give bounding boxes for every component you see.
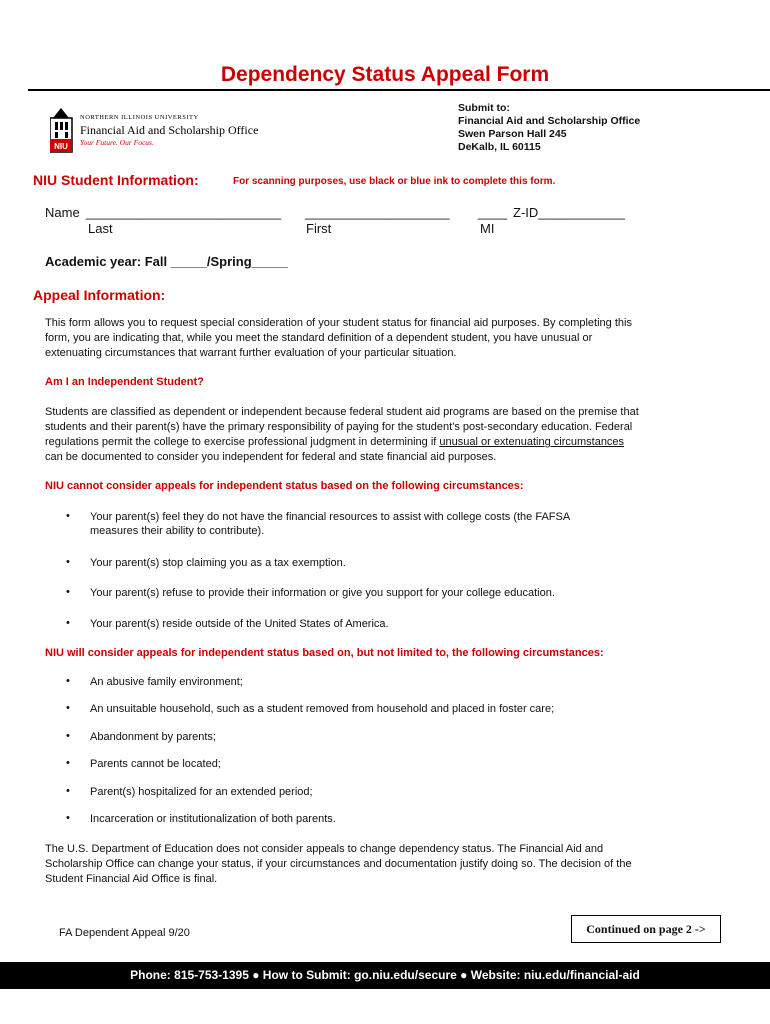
list-item-line: Your parent(s) feel they do not have the financial resources to assist with college costs (the FAFSA — [90, 511, 571, 523]
mi-label: MI — [480, 221, 495, 236]
closing-line: Student Financial Aid Office is final. — [45, 873, 218, 885]
classification-line: Students are classified as dependent or independent because federal student aid programs are based on the premise that — [45, 406, 639, 418]
cannot-consider-heading: NIU cannot consider appeals for independent status based on the following circumstances: — [45, 480, 524, 492]
classification-line: can be documented to consider you independent for federal and state financial aid purposes. — [45, 451, 497, 463]
submit-address-line: DeKalb, IL 60115 — [458, 141, 541, 153]
logo-office: Financial Aid and Scholarship Office — [80, 123, 259, 137]
bullet-icon: • — [66, 812, 70, 824]
underlined-phrase: unusual or extenuating circumstances — [439, 436, 625, 448]
contact-footer: Phone: 815-753-1395 ● How to Submit: go.niu.edu/secure ● Website: niu.edu/financial-aid — [0, 962, 770, 989]
name-label: Name — [45, 205, 80, 220]
bullet-icon: • — [66, 757, 70, 769]
classification-line — [45, 435, 735, 450]
bullet-icon: • — [66, 785, 70, 797]
student-info-heading: NIU Student Information: — [33, 172, 199, 188]
logo-university: NORTHERN ILLINOIS UNIVERSITY — [80, 114, 199, 121]
list-item: An unsuitable household, such as a student removed from household and placed in foster care; — [90, 703, 555, 715]
middle-initial-field[interactable]: ____ — [478, 205, 507, 220]
last-label: Last — [88, 221, 113, 236]
classification-line: students and their parent(s) have the primary responsibility of paying for the student's post-secondary education. Federal — [45, 421, 633, 433]
appeal-info-heading: Appeal Information: — [33, 287, 166, 303]
submit-address-line: Swen Parson Hall 245 — [458, 128, 567, 140]
closing-paragraph — [45, 842, 735, 887]
list-item: Your parent(s) reside outside of the United States of America. — [90, 618, 389, 630]
bullet-icon: • — [66, 510, 70, 522]
submit-address-line: Financial Aid and Scholarship Office — [458, 115, 641, 127]
page-title: Dependency Status Appeal Form — [220, 63, 550, 86]
continued-notice: Continued on page 2 -> — [571, 915, 721, 943]
title-divider — [28, 89, 770, 91]
submit-to-address — [458, 102, 640, 154]
closing-line: Scholarship Office can change your status, if your circumstances and documentation justify doing so. The decision of the — [45, 858, 632, 870]
intro-line: extenuating circumstances that warrant further evaluation of your particular situation. — [45, 347, 457, 359]
last-name-field[interactable]: ___________________________ — [86, 205, 282, 220]
zid-field[interactable]: Z-ID____________ — [513, 205, 626, 220]
bullet-icon: • — [66, 702, 70, 714]
niu-logo — [50, 108, 300, 156]
bullet-icon: • — [66, 730, 70, 742]
bullet-icon: • — [66, 586, 70, 598]
first-name-field[interactable]: ____________________ — [305, 205, 450, 220]
submit-to-label: Submit to: — [458, 102, 510, 114]
bullet-icon: • — [66, 617, 70, 629]
list-item-line: measures their ability to contribute). — [90, 525, 265, 537]
intro-paragraph — [45, 316, 735, 361]
list-item — [90, 510, 710, 538]
list-item: Parents cannot be located; — [90, 758, 221, 770]
closing-line: The U.S. Department of Education does not consider appeals to change dependency status. The Financial Aid and — [45, 843, 604, 855]
list-item: Abandonment by parents; — [90, 731, 216, 743]
list-item: Your parent(s) stop claiming you as a tax exemption. — [90, 557, 346, 569]
list-item: Parent(s) hospitalized for an extended period; — [90, 786, 313, 798]
bullet-icon: • — [66, 675, 70, 687]
niu-seal-icon — [50, 108, 300, 156]
classification-paragraph — [45, 405, 735, 465]
form-id: FA Dependent Appeal 9/20 — [59, 927, 190, 939]
intro-line: form, you are indicating that, while you meet the standard definition of a dependent student, you have unusual or — [45, 332, 593, 344]
will-consider-heading: NIU will consider appeals for independent status based on, but not limited to, the following circumstances: — [45, 647, 604, 659]
logo-mark: NIU — [54, 142, 68, 151]
bullet-icon: • — [66, 556, 70, 568]
scan-note: For scanning purposes, use black or blue ink to complete this form. — [233, 176, 556, 187]
classification-text: regulations permit the college to exercise professional judgment in determining if — [45, 436, 440, 448]
independent-question: Am I an Independent Student? — [45, 376, 204, 388]
logo-tagline: Your Future. Our Focus. — [80, 138, 154, 147]
intro-line: This form allows you to request special consideration of your student status for financial aid purposes. By completing this — [45, 317, 632, 329]
list-item: Your parent(s) refuse to provide their information or give you support for your college education. — [90, 587, 555, 599]
academic-year-field[interactable]: Academic year: Fall _____/Spring_____ — [45, 254, 288, 269]
first-label: First — [306, 221, 332, 236]
list-item: An abusive family environment; — [90, 676, 243, 688]
list-item: Incarceration or institutionalization of both parents. — [90, 813, 336, 825]
